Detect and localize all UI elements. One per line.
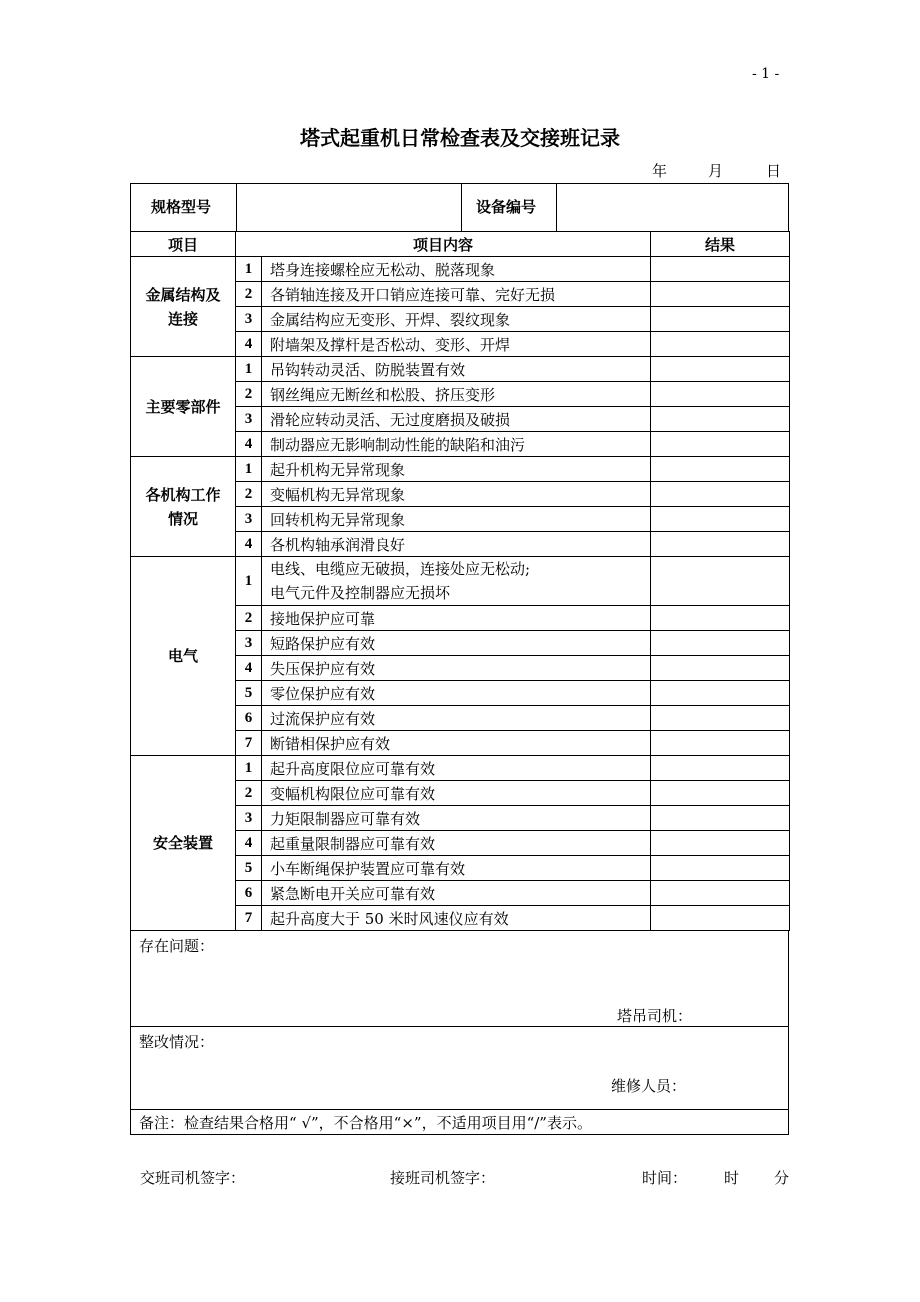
- row-number: 7: [236, 906, 262, 931]
- date-year: 年: [652, 162, 668, 180]
- row-content: 起重量限制器应可靠有效: [262, 831, 651, 856]
- row-content: 断错相保护应有效: [262, 731, 651, 756]
- result-cell[interactable]: [651, 856, 790, 881]
- row-number: 2: [236, 482, 262, 507]
- row-content: 吊钩转动灵活、防脱装置有效: [262, 357, 651, 382]
- takeover-signature[interactable]: 接班司机签字：: [390, 1169, 496, 1187]
- result-cell[interactable]: [651, 407, 790, 432]
- section-name-line: 情况: [167, 509, 198, 528]
- section-name-line: 主要零部件: [145, 397, 221, 416]
- row-content: 钢丝绳应无断丝和松股、挤压变形: [262, 382, 651, 407]
- driver-signature-label: 塔吊司机：: [616, 1007, 692, 1025]
- section-name: [131, 457, 236, 557]
- row-number: 4: [236, 656, 262, 681]
- row-content: 接地保护应可靠: [262, 606, 651, 631]
- row-content: 滑轮应转动灵活、无过度磨损及破损: [262, 407, 651, 432]
- row-number: 6: [236, 881, 262, 906]
- rectification-label: 整改情况：: [139, 1033, 215, 1051]
- issues-label: 存在问题：: [139, 937, 215, 955]
- table-row: [131, 357, 790, 382]
- row-number: 2: [236, 382, 262, 407]
- repair-signature-label: 维修人员：: [610, 1077, 686, 1095]
- row-number: 3: [236, 631, 262, 656]
- spec-label: 规格型号: [151, 198, 212, 216]
- date-month: 月: [708, 162, 724, 180]
- row-content: 起升高度限位应可靠有效: [262, 756, 651, 781]
- row-number: 2: [236, 606, 262, 631]
- result-cell[interactable]: [651, 781, 790, 806]
- row-number: 1: [236, 756, 262, 781]
- row-number: 3: [236, 407, 262, 432]
- row-number: 4: [236, 831, 262, 856]
- result-cell[interactable]: [651, 906, 790, 931]
- section-name-line: 电气: [167, 647, 198, 665]
- check-table: [130, 231, 790, 931]
- section-name: [131, 557, 236, 756]
- row-number: 1: [236, 257, 262, 282]
- issues-box[interactable]: [130, 931, 789, 1027]
- section-name-line: 安全装置: [152, 834, 213, 852]
- result-cell[interactable]: [651, 307, 790, 332]
- row-number: 3: [236, 806, 262, 831]
- row-content: 零位保护应有效: [262, 681, 651, 706]
- row-number: 1: [236, 457, 262, 482]
- time-hour: 时: [724, 1169, 740, 1187]
- row-number: 3: [236, 307, 262, 332]
- result-cell[interactable]: [651, 332, 790, 357]
- note-box: [130, 1110, 789, 1135]
- row-number: 2: [236, 282, 262, 307]
- result-cell[interactable]: [651, 806, 790, 831]
- row-number: 4: [236, 532, 262, 557]
- row-content: 起升机构无异常现象: [262, 457, 651, 482]
- row-number: 5: [236, 856, 262, 881]
- result-cell[interactable]: [651, 382, 790, 407]
- col-header-content: 项目内容: [236, 232, 651, 257]
- row-number: 1: [236, 357, 262, 382]
- device-value-field[interactable]: [566, 184, 786, 231]
- section-name-line: 金属结构及: [145, 285, 221, 304]
- result-cell[interactable]: [651, 881, 790, 906]
- row-content: 失压保护应有效: [262, 656, 651, 681]
- row-content: 变幅机构限位应可靠有效: [262, 781, 651, 806]
- row-number: 4: [236, 332, 262, 357]
- row-content: 过流保护应有效: [262, 706, 651, 731]
- header-row: [130, 183, 789, 232]
- result-cell[interactable]: [651, 507, 790, 532]
- result-cell[interactable]: [651, 606, 790, 631]
- row-content: 金属结构应无变形、开焊、裂纹现象: [262, 307, 651, 332]
- row-content: 附墙架及撑杆是否松动、变形、开焊: [262, 332, 651, 357]
- time-minute: 分: [774, 1169, 790, 1187]
- result-cell[interactable]: [651, 756, 790, 781]
- row-content-line: 电线、电缆应无破损，连接处应无松动;: [270, 560, 531, 578]
- result-cell[interactable]: [651, 656, 790, 681]
- result-cell[interactable]: [651, 482, 790, 507]
- row-number: 7: [236, 731, 262, 756]
- row-number: 1: [236, 557, 262, 606]
- result-cell[interactable]: [651, 257, 790, 282]
- result-cell[interactable]: [651, 731, 790, 756]
- page-number: - 1 -: [752, 66, 780, 82]
- row-content: 各销轴连接及开口销应连接可靠、完好无损: [262, 282, 651, 307]
- row-content: 塔身连接螺栓应无松动、脱落现象: [262, 257, 651, 282]
- handover-signature[interactable]: 交班司机签字：: [140, 1169, 246, 1187]
- result-cell[interactable]: [651, 282, 790, 307]
- table-row: [131, 457, 790, 482]
- result-cell[interactable]: [651, 432, 790, 457]
- section-name: [131, 756, 236, 931]
- table-row: [131, 756, 790, 781]
- note-text: 备注：检查结果合格用“ √”，不合格用“×”，不适用项目用“/”表示。: [139, 1114, 592, 1132]
- date-day: 日: [766, 162, 782, 180]
- section-name-line: 连接: [167, 309, 198, 328]
- row-number: 3: [236, 507, 262, 532]
- col-header-result: 结果: [651, 232, 790, 257]
- result-cell[interactable]: [651, 357, 790, 382]
- row-number: 6: [236, 706, 262, 731]
- device-label: 设备编号: [476, 198, 537, 216]
- row-content: 力矩限制器应可靠有效: [262, 806, 651, 831]
- row-content: 小车断绳保护装置应可靠有效: [262, 856, 651, 881]
- row-content: 起升高度大于 50 米时风速仪应有效: [262, 906, 651, 931]
- result-cell[interactable]: [651, 831, 790, 856]
- result-cell[interactable]: [651, 557, 790, 606]
- col-header-item: 项目: [131, 232, 236, 257]
- table-row: [131, 557, 790, 606]
- row-content: 变幅机构无异常现象: [262, 482, 651, 507]
- row-content-line: 电气元件及控制器应无损坏: [270, 584, 451, 602]
- inspection-sheet: [130, 183, 789, 1135]
- section-name: [131, 357, 236, 457]
- rectification-box[interactable]: [130, 1027, 789, 1110]
- row-content: 紧急断电开关应可靠有效: [262, 881, 651, 906]
- row-number: 4: [236, 432, 262, 457]
- section-name-line: 各机构工作: [145, 485, 221, 504]
- row-number: 2: [236, 781, 262, 806]
- result-cell[interactable]: [651, 457, 790, 482]
- row-content: 回转机构无异常现象: [262, 507, 651, 532]
- table-row: [131, 257, 790, 282]
- result-cell[interactable]: [651, 631, 790, 656]
- time-label: 时间：: [642, 1169, 688, 1187]
- row-number: 5: [236, 681, 262, 706]
- document-title: 塔式起重机日常检查表及交接班记录: [300, 126, 620, 150]
- row-content: 短路保护应有效: [262, 631, 651, 656]
- row-content: 制动器应无影响制动性能的缺陷和油污: [262, 432, 651, 457]
- row-content: 各机构轴承润滑良好: [262, 532, 651, 557]
- result-cell[interactable]: [651, 681, 790, 706]
- section-name: [131, 257, 236, 357]
- spec-value-field[interactable]: [246, 184, 456, 231]
- row-content: [262, 557, 651, 606]
- result-cell[interactable]: [651, 706, 790, 731]
- result-cell[interactable]: [651, 532, 790, 557]
